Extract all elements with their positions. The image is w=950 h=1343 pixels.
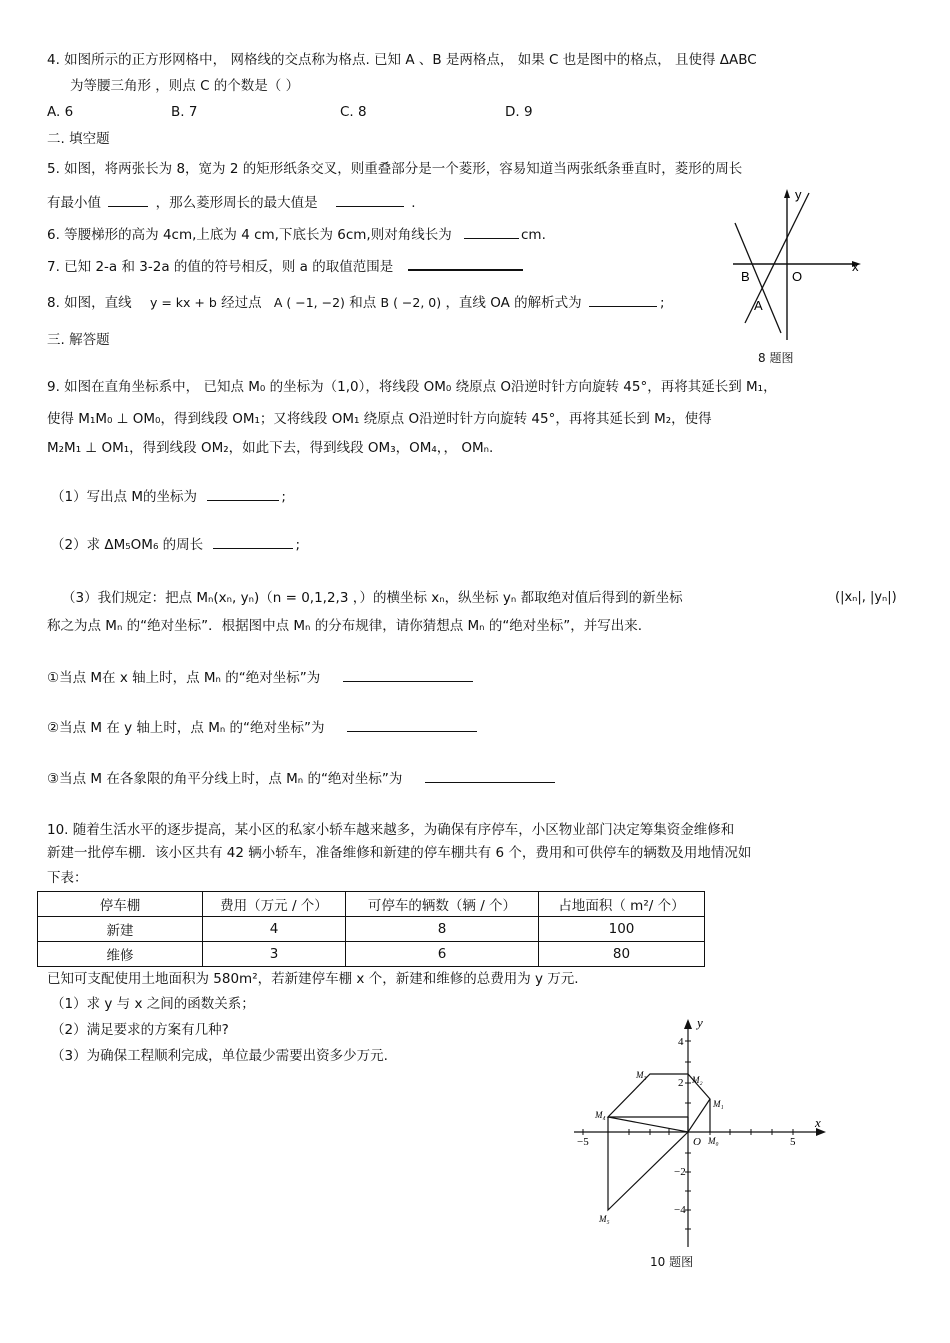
- q9-part3b: 称之为点 Mₙ 的“绝对坐标”．根据图中点 Mₙ 的分布规律，请你猜想点 Mₙ 的“绝对坐标”，并写出来.: [47, 618, 643, 634]
- q9-case2: [47, 718, 477, 737]
- q5-blank-min[interactable]: [108, 193, 148, 207]
- q8-equation: y = kx + b: [149, 295, 217, 310]
- q10-after-table: 已知可支配使用土地面积为 580m²，若新建停车棚 x 个，新建和维修的总费用为 y 万元.: [47, 971, 579, 987]
- q9-case1-blank[interactable]: [343, 668, 473, 682]
- fig10-tick-y: −4: [674, 1204, 686, 1216]
- section-answer: 三. 解答题: [47, 332, 110, 348]
- q9-line2: 使得 M₁M₀ ⊥ OM₀，得到线段 OM₁；又将线段 OM₁ 绕原点 O沿逆时针方向旋转 45°，再将其延长到 M₂，使得: [47, 411, 712, 427]
- q9-part1: [51, 487, 286, 506]
- fig10-point-label: M₂: [692, 1075, 703, 1085]
- q8-text-c: 和点: [349, 295, 377, 311]
- q10-line3: 下表：: [47, 870, 88, 886]
- fig8-label-a: A: [754, 298, 763, 313]
- fig10-origin: O: [693, 1136, 701, 1148]
- q4-line2: 为等腰三角形 ，则点 C 的个数是（ ）: [70, 78, 300, 94]
- table-cell: 3: [203, 942, 346, 967]
- q10-line2: 新建一批停车棚．该小区共有 42 辆小轿车，准备维修和新建的停车棚共有 6 个，费用和可供停车的辆数及用地情况如: [47, 845, 752, 861]
- fig10-tick-y: −2: [674, 1166, 686, 1178]
- q9-part2-semi: ;: [295, 537, 301, 553]
- q4-option-c: C. 8: [340, 104, 367, 120]
- fig10-tick-x: −5: [577, 1136, 589, 1148]
- table-row: [38, 917, 705, 942]
- q8-blank[interactable]: [589, 293, 657, 307]
- table-cell: 4: [203, 917, 346, 942]
- q9-case3: [47, 769, 555, 788]
- q7-text: 7. 已知 2-a 和 3-2a 的值的符号相反，则 a 的取值范围是: [47, 259, 394, 275]
- fig10-point-label: M₀: [708, 1136, 719, 1146]
- fig10-tick-x: 5: [790, 1136, 796, 1148]
- table-row: [38, 942, 705, 967]
- section-fill-blank: 二. 填空题: [47, 131, 110, 147]
- q9-case2-text: ②当点 M 在 y 轴上时，点 Mₙ 的“绝对坐标”为: [47, 720, 325, 736]
- table-cell: 100: [539, 917, 705, 942]
- q7-line: [47, 256, 523, 276]
- q10-part2: （2）满足要求的方案有几种?: [51, 1022, 229, 1038]
- fig10-y-arrow: [684, 1019, 692, 1029]
- q9-case2-blank[interactable]: [347, 718, 477, 732]
- fig10-point-label: M₁: [713, 1099, 724, 1109]
- table-cell: 8: [346, 917, 539, 942]
- figure-8-graph: [725, 185, 875, 345]
- q9-part1-text: （1）写出点 M的坐标为: [51, 489, 198, 505]
- fig8-label-y: y: [795, 187, 802, 202]
- q9-absolute-coordinate: (|xₙ|, |yₙ|): [835, 590, 897, 605]
- q6-line: [47, 225, 546, 244]
- q5-line2: [47, 193, 415, 212]
- table-cell: 80: [539, 942, 705, 967]
- q8-text-a: 8. 如图，直线: [47, 295, 132, 311]
- q7-blank[interactable]: [408, 256, 523, 271]
- q9-line1: 9. 如图在直角坐标系中， 已知点 M₀ 的坐标为（1,0），将线段 OM₀ 绕原点 O沿逆时针方向旋转 45°，再将其延长到 M₁，: [47, 379, 777, 395]
- fig10-point-label: M₃: [636, 1070, 647, 1080]
- q6-text: 6. 等腰梯形的高为 4cm,上底为 4 cm,下底长为 6cm,则对角线长为: [47, 227, 452, 243]
- q9-part1-blank[interactable]: [207, 487, 279, 501]
- table-cell: 维修: [38, 942, 203, 967]
- figure-10-graph: [570, 1015, 840, 1255]
- q8-text-e: ;: [659, 295, 665, 311]
- q6-blank[interactable]: [464, 225, 519, 239]
- q9-case1-text: ①当点 M在 x 轴上时，点 Mₙ 的“绝对坐标”为: [47, 670, 321, 686]
- q8-text-b: 经过点: [221, 295, 262, 311]
- q5-text-b: ，那么菱形周长的最大值是: [155, 195, 318, 211]
- q9-part1-semi: ;: [281, 489, 286, 505]
- q4-line1: 4. 如图所示的正方形网格中， 网格线的交点称为格点. 已知 A 、B 是两格点， 如果 C 也是图中的格点， 且使得 ΔABC: [47, 52, 757, 68]
- q4-option-b: B. 7: [171, 104, 198, 120]
- q6-unit: cm.: [521, 227, 546, 243]
- table-header: 占地面积（ m²/ 个）: [539, 892, 705, 917]
- q10-line1: 10. 随着生活水平的逐步提高，某小区的私家小轿车越来越多，为确保有序停车，小区物业部门决定筹集资金维修和: [47, 822, 735, 838]
- fig10-label-x: x: [815, 1115, 821, 1130]
- q9-case3-blank[interactable]: [425, 769, 555, 783]
- q10-part3: （3）为确保工程顺利完成，单位最少需要出资多少万元.: [51, 1048, 388, 1064]
- q8-text-d: ，直线 OA 的解析式为: [445, 295, 582, 311]
- q9-part2: [51, 535, 300, 554]
- q9-line3: M₂M₁ ⊥ OM₁，得到线段 OM₂，如此下去，得到线段 OM₃，OM₄，， OMₙ.: [47, 440, 494, 456]
- q8-point-b: B ( −2, 0): [380, 295, 442, 310]
- fig8-label-o: O: [792, 269, 803, 284]
- fig8-label-b: B: [741, 269, 750, 284]
- table-header: 可停车的辆数（辆 / 个）: [346, 892, 539, 917]
- q4-option-d: D. 9: [505, 104, 533, 120]
- table-cell: 6: [346, 942, 539, 967]
- q9-part2-text: （2）求 ΔM₅OM₆ 的周长: [51, 537, 204, 553]
- fig10-caption: 10 题图: [650, 1255, 694, 1269]
- q8-line: [47, 293, 665, 312]
- q10-part1: （1）求 y 与 x 之间的函数关系；: [51, 996, 255, 1012]
- q4-option-a: A. 6: [47, 104, 74, 120]
- fig10-label-y: y: [697, 1015, 703, 1030]
- q5-blank-max[interactable]: [336, 193, 404, 207]
- q5-text-a: 有最小值: [47, 195, 101, 211]
- fig8-y-arrow: [784, 189, 790, 198]
- fig8-label-x: x: [852, 259, 859, 274]
- q9-part3a: [62, 589, 683, 607]
- parking-table: [37, 891, 705, 967]
- q9-part2-blank[interactable]: [213, 535, 293, 549]
- table-cell: 新建: [38, 917, 203, 942]
- table-header-row: [38, 892, 705, 917]
- q5-line1: 5. 如图，将两张长为 8，宽为 2 的矩形纸条交叉，则重叠部分是一个菱形，容易知道当两张纸条垂直时，菱形的周长: [47, 161, 743, 177]
- fig10-path-lower: [608, 1117, 688, 1210]
- fig10-tick-y: 2: [678, 1077, 684, 1089]
- fig10-tick-y: 4: [678, 1036, 684, 1048]
- fig10-point-label: M₄: [595, 1110, 606, 1120]
- fig8-caption: 8 题图: [758, 351, 794, 365]
- q5-text-c: .: [411, 195, 416, 211]
- q9-part3a-text: （3）我们规定：把点 Mₙ(xₙ, yₙ)（n = 0,1,2,3 ，）的横坐标 xₙ，纵坐标 yₙ 都取绝对值后得到的新坐标: [62, 590, 683, 606]
- table-header: 停车棚: [38, 892, 203, 917]
- table-header: 费用（万元 / 个）: [203, 892, 346, 917]
- fig10-point-label: M₅: [599, 1214, 610, 1224]
- q9-case3-text: ③当点 M 在各象限的角平分线上时，点 Mₙ 的“绝对坐标”为: [47, 771, 403, 787]
- q8-point-a: A ( −1, −2): [273, 295, 345, 310]
- q9-case1: [47, 668, 473, 687]
